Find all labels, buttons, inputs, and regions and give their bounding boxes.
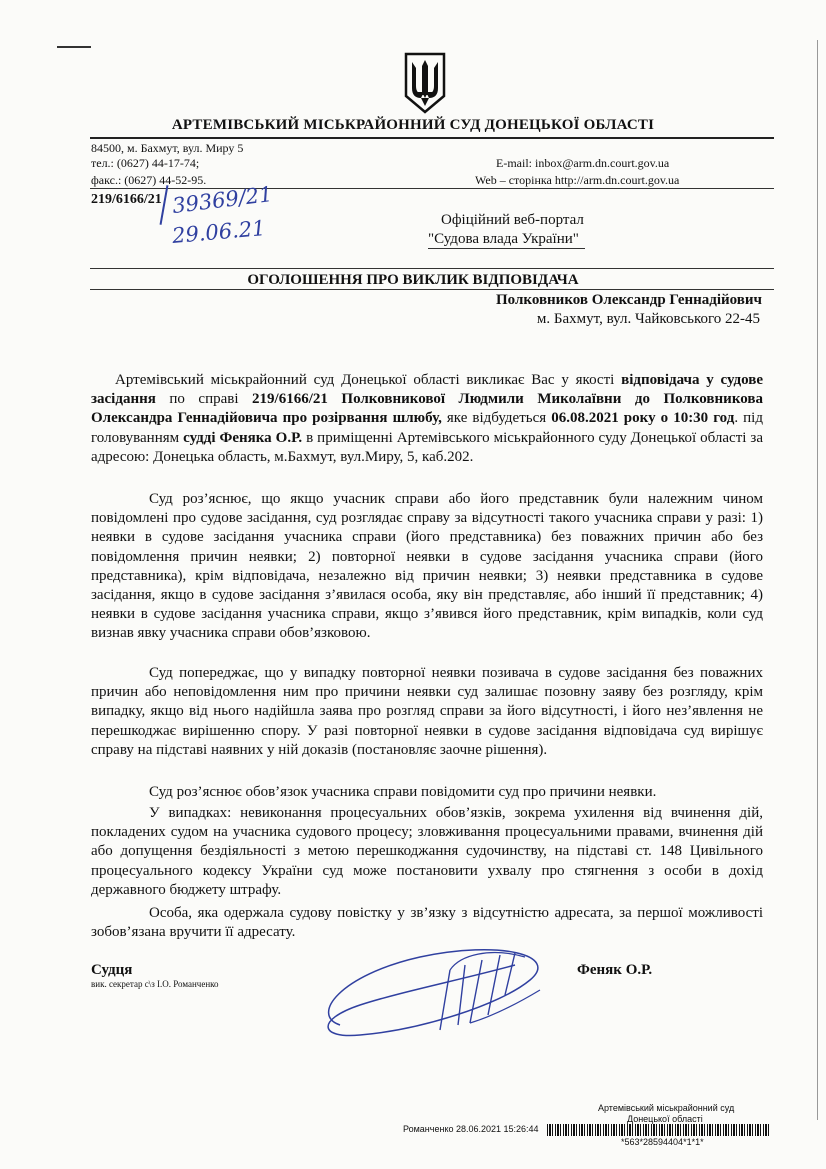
barcode [547, 1124, 770, 1136]
top-mark [57, 46, 91, 48]
secretary-note: вик. секретар с\з І.О. Романченко [91, 979, 219, 989]
court-web: Web – сторінка http://arm.dn.court.gov.ua [475, 173, 680, 187]
notice-title: ОГОЛОШЕННЯ ПРО ВИКЛИК ВІДПОВІДАЧА [247, 272, 579, 288]
title-rule-bottom [90, 289, 774, 290]
paragraph-delivery: Особа, яка одержала судову повістку у зв’язку з відсутністю адресата, за першої можливості зобов’язана вручити її адресату. [91, 905, 763, 941]
paragraph-warning: Суд попереджає, що у випадку повторної неявки позивача в судове засідання без поважних причин або неповідомлення ним про причини неявки суд залишає позовну заяву без розгляду, крім випадку, якщо від нього надійшла заява про розгляд справи за його відсутності, і його нез’явлення не перешкоджає вирішенню спору. У разі повторної неявки в судове засідання відповідача суд вирішує справу на підставі наявних у ній доказів (постановляє заочне рішення). [91, 665, 763, 758]
handwritten-date: 29.06.21 [171, 215, 267, 249]
court-email: E-mail: inbox@arm.dn.court.gov.ua [496, 156, 670, 170]
scan-edge [817, 40, 818, 1120]
judge-name: Феняк О.Р. [577, 962, 653, 978]
recipient-line2: "Судова влада України" [428, 231, 585, 249]
paragraph-obligation: Суд роз’яснює обов’язок учасника справи повідомити суд про причини неявки. [149, 784, 657, 800]
court-address: 84500, м. Бахмут, вул. Миру 5 [91, 141, 244, 155]
paragraph-summons: Артемівський міськрайонний суд Донецької області викликає Вас у якості відповідача у судове засідання по справі 219/6166/21 Полковникової Людмили Миколаївни до Полковникова Олександра Геннадійовича про розірвання шлюбу, яке відбудеться 06.08.2021 року о 10:30 год. під головуванням судді Феняка О.Р. в приміщенні Артемівського міськрайонного суду Донецької області за адресою: Донецька область, м.Бахмут, вул.Миру, 5, каб.202. [91, 372, 764, 465]
header-rule [90, 137, 774, 139]
stamp-line2: Донецької області [627, 1114, 703, 1124]
case-number: 219/6166/21 [91, 192, 162, 207]
paragraph-absence-rules: Суд роз’яснює, що якщо учасник справи або його представник були належним чином повідомлені про судове засідання, суд розглядає справу за відсутності такого учасника справи у разі: 1) неявки в судове засідання учасника справи (його представника) без поважних причин або без повідомлення причин неявки; 2) повторної неявки в судове засідання учасника справи (його представника), крім відповідача, незалежно від причин неявки; 3) неявки представника в судове засідання, якщо в судове засідання з’явилася особа, яку він представляє, або інший її представник; 4) неявки в судове засідання учасника справи, якщо з’явився його представник, крім випадків, коли суд визнав явку учасника справи обов’язковою. [91, 491, 763, 642]
court-phone: тел.: (0627) 44-17-74; [91, 156, 200, 170]
signature-role: Судця [91, 962, 133, 978]
contacts-rule [90, 188, 774, 189]
recipient-line1: Офіційний веб-портал [441, 212, 584, 228]
addressee-address: м. Бахмут, вул. Чайковського 22-45 [536, 311, 760, 327]
barcode-text: *563*28594404*1*1* [621, 1137, 704, 1147]
handwritten-number: 39369/21 [170, 181, 274, 219]
judge-signature [300, 935, 570, 1050]
stamp-line1: Артемівський міськрайонний суд [598, 1103, 735, 1113]
title-rule-top [90, 268, 774, 269]
court-fax: факс.: (0627) 44-52-95. [91, 173, 207, 187]
paragraph-penalty: У випадках: невиконання процесуальних обов’язків, зокрема ухилення від вчинення дій, покладених судом на учасника судового процесу; зловживання процесуальними правами, вчинення дій або допущення бездіяльності з метою перешкоджання судочинству, на підставі ст. 148 Цивільного процесуального кодексу України суд може постановити ухвалу про стягнення з особи в дохід державного бюджету штрафу. [91, 805, 763, 898]
court-name: АРТЕМІВСЬКИЙ МІСЬКРАЙОННИЙ СУД ДОНЕЦЬКОЇ ОБЛАСТІ [171, 117, 655, 133]
registration-stamp: Романченко 28.06.2021 15:26:44 [403, 1124, 539, 1134]
trident-emblem-icon [402, 52, 448, 114]
addressee-name: Полковников Олександр Геннадійович [495, 292, 762, 308]
